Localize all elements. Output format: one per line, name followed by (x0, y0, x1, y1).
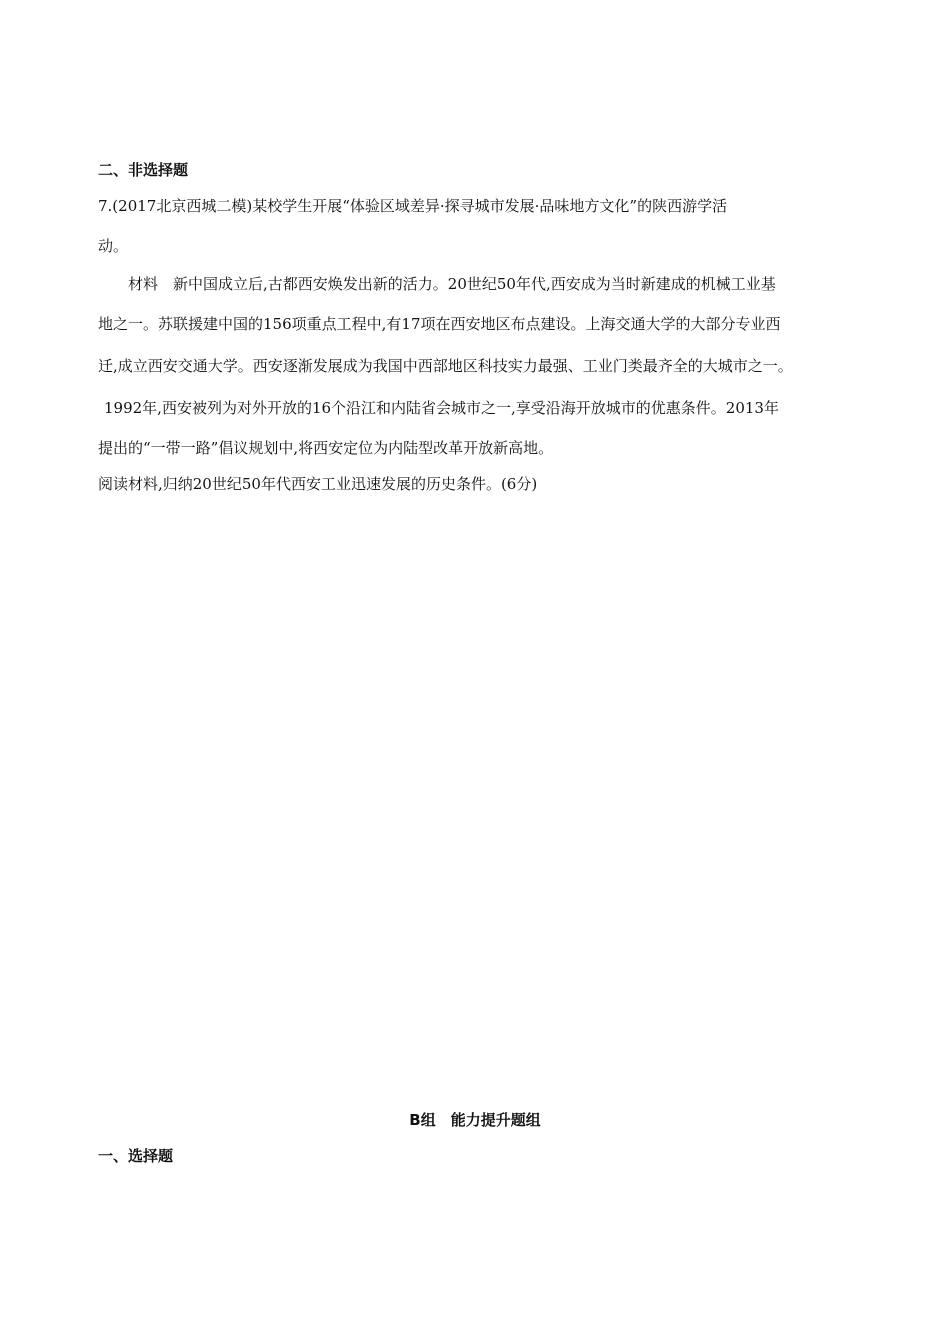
material-line-2: 地之一。苏联援建中国的156项重点工程中,有17项在西安地区布点建设。上海交通大学的大部分专业西 (98, 315, 781, 333)
material-line-4: 1992年,西安被列为对外开放的16个沿江和内陆省会城市之一,享受沿海开放城市的优惠条件。2013年 (104, 399, 779, 417)
material-line-5: 提出的“一带一路”倡议规划中,将西安定位为内陆型改革开放新高地。 (98, 439, 554, 457)
section-heading-choice: 一、选择题 (98, 1147, 174, 1165)
material-line-1: 材料 新中国成立后,古都西安焕发出新的活力。20世纪50年代,西安成为当时新建成的机械工业基 (128, 275, 776, 293)
group-b-title: B组 能力提升题组 (409, 1111, 541, 1129)
section-heading-non-choice: 二、非选择题 (98, 161, 189, 179)
material-line-3: 迁,成立西安交通大学。西安逐渐发展成为我国中西部地区科技实力最强、工业门类最齐全的大城市之一。 (98, 357, 793, 375)
question-7-stem-line-1: 7.(2017北京西城二模)某校学生开展“体验区域差异·探寻城市发展·品味地方文化”的陕西游学活 (98, 197, 728, 215)
question-7-task: 阅读材料,归纳20世纪50年代西安工业迅速发展的历史条件。(6分) (98, 475, 538, 493)
question-7-stem-line-2: 动。 (98, 237, 129, 255)
